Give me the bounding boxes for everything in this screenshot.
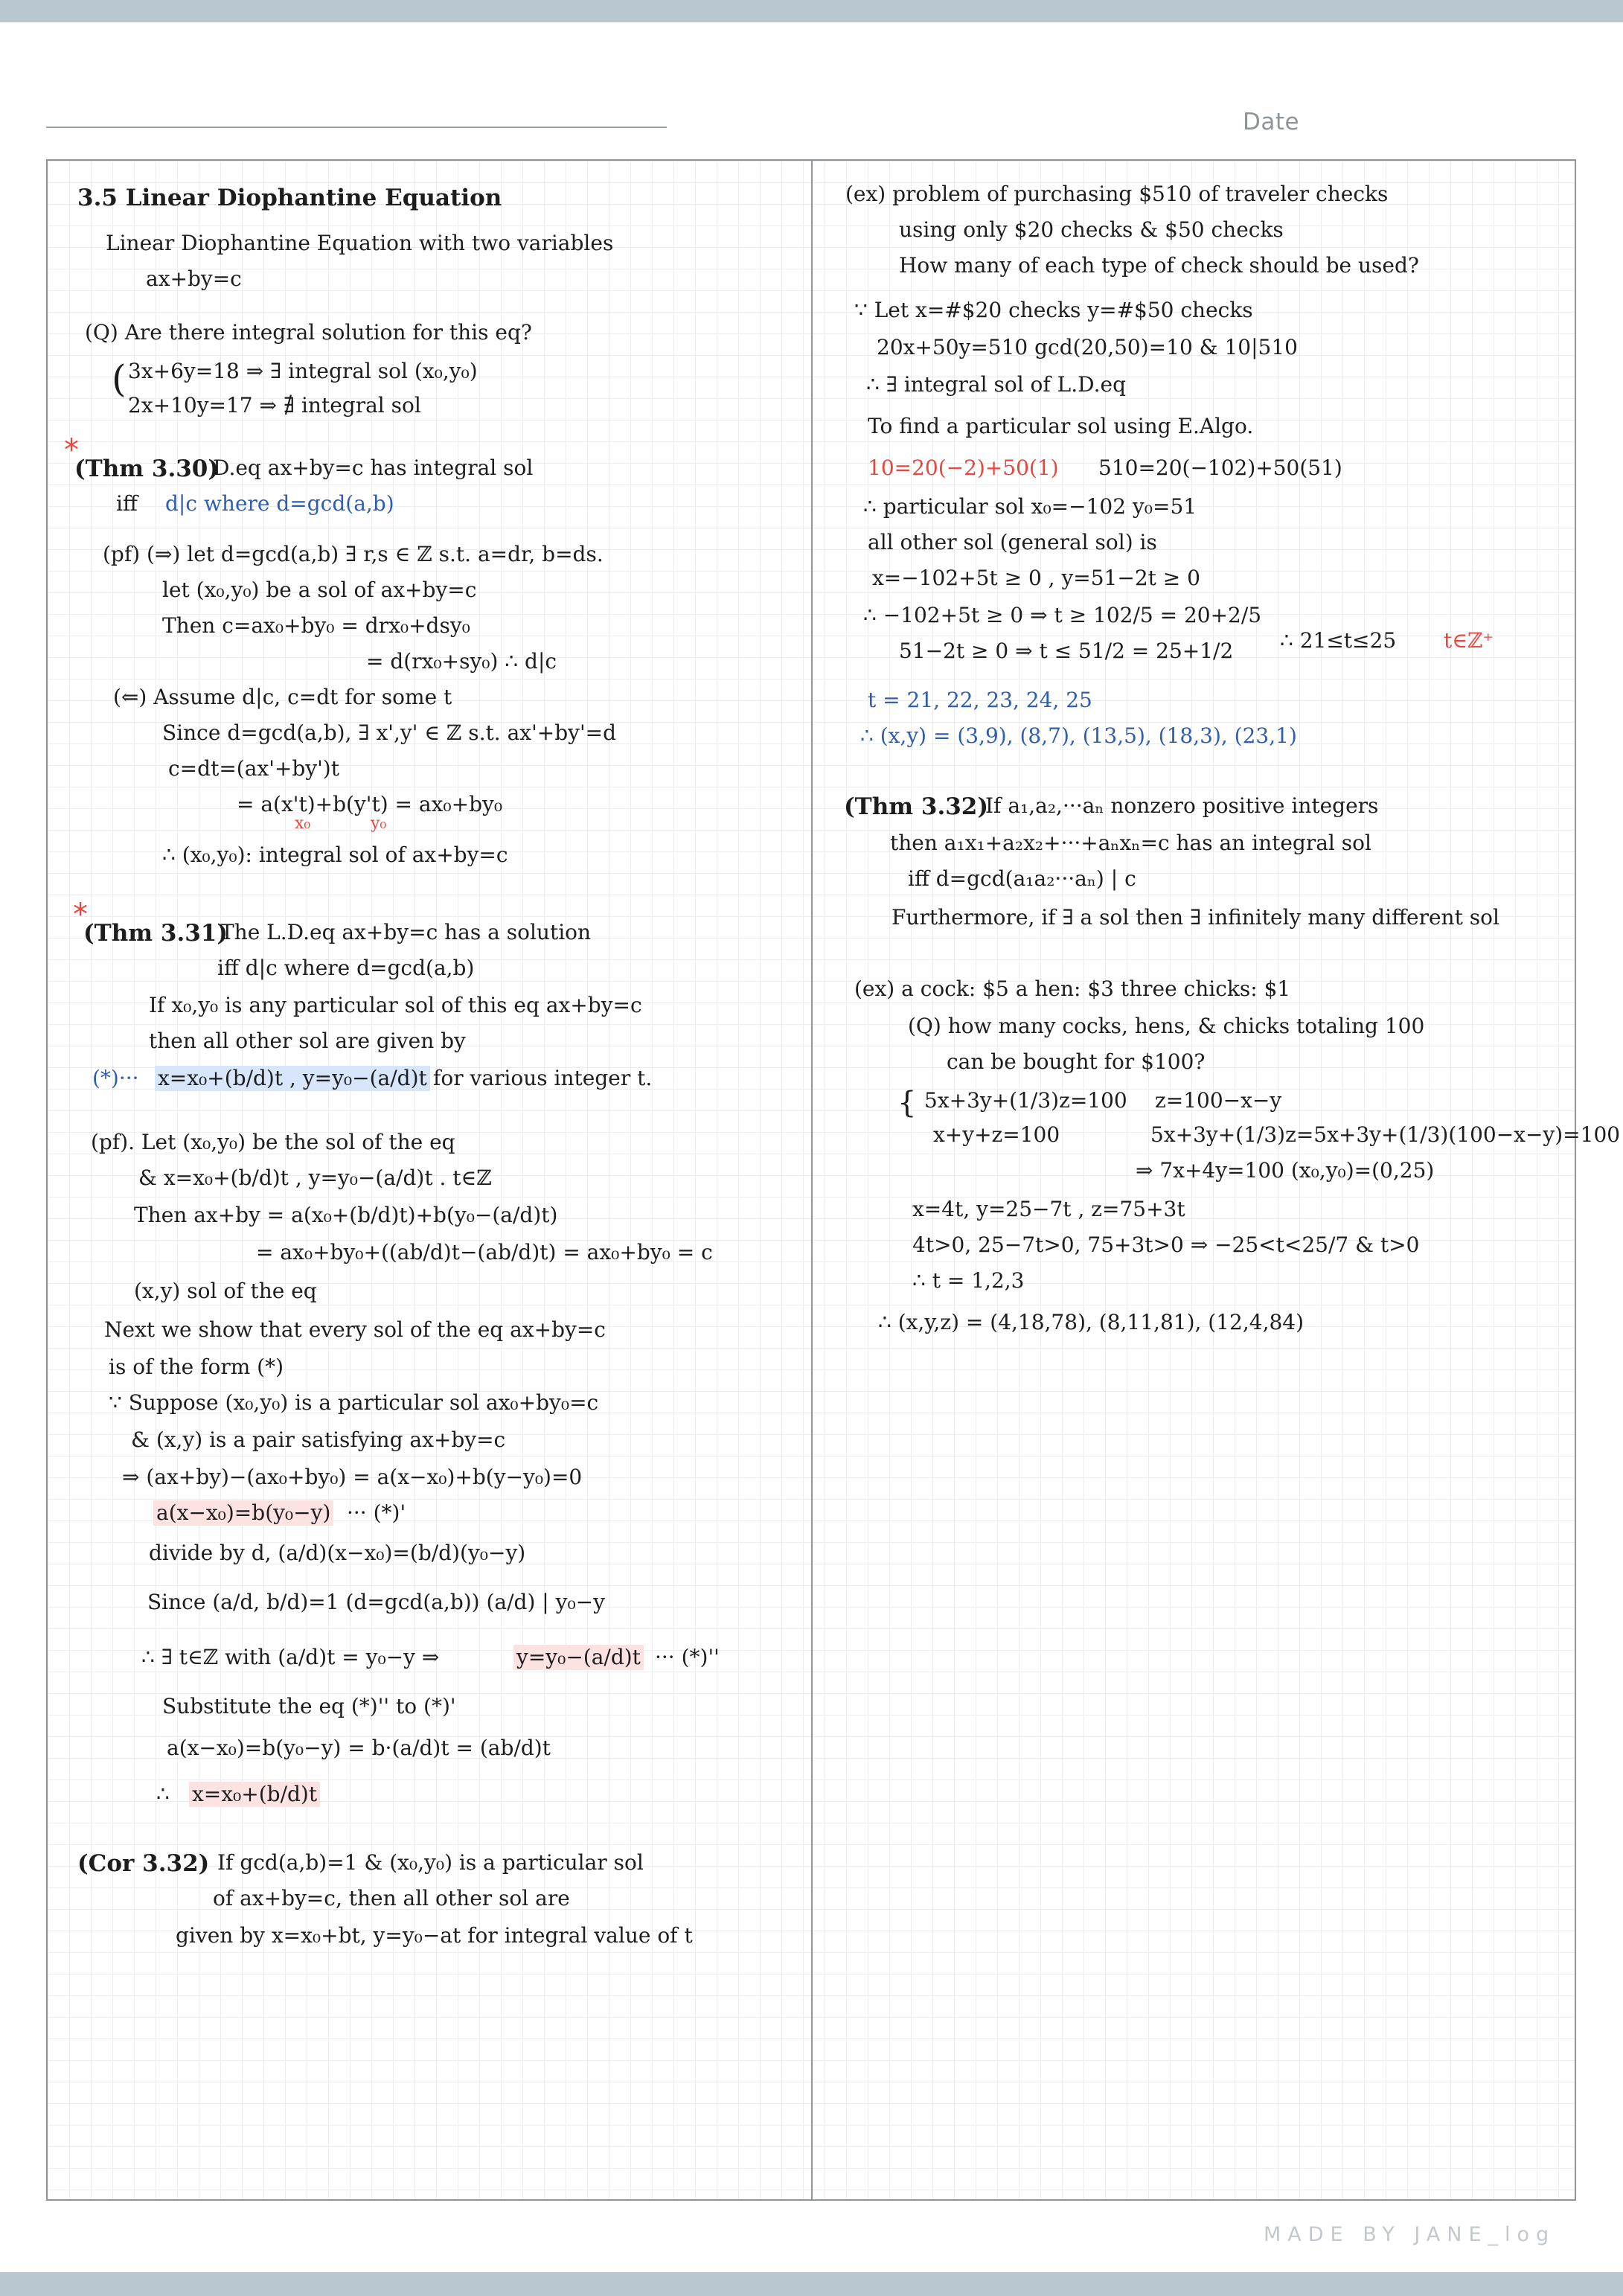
ex1-line-2: using only $20 checks & $50 checks xyxy=(899,217,1284,242)
ex1-line-4: ∵ Let x=#$20 checks y=#$50 checks xyxy=(854,298,1253,322)
proof2-line-7: is of the form (*) xyxy=(109,1355,284,1379)
proof2-line-16: a(x−x₀)=b(y₀−y) = b·(a/d)t = (ab/d)t xyxy=(167,1736,551,1760)
thm330-condition: d|c where d=gcd(a,b) xyxy=(165,491,394,516)
asterisk-icon: * xyxy=(73,898,88,932)
proof2-line-5: (x,y) sol of the eq xyxy=(134,1279,317,1303)
proof2-line-17: x=x₀+(b/d)t xyxy=(189,1782,320,1807)
proof2-line-3: Then ax+by = a(x₀+(b/d)t)+b(y₀−(a/d)t) xyxy=(134,1203,558,1227)
ex1-line-1: (ex) problem of purchasing $510 of traveler checks xyxy=(845,182,1389,206)
cor332-line-2: of ax+by=c, then all other sol are xyxy=(213,1886,570,1910)
ex1-line-12: ∴ −102+5t ≥ 0 ⇒ t ≥ 102/5 = 20+2/5 xyxy=(863,603,1262,627)
proof2-line-15: Substitute the eq (*)'' to (*)' xyxy=(162,1694,456,1718)
thm332-line-4: Furthermore, if ∃ a sol then ∃ infinitely many different sol xyxy=(891,905,1499,930)
proof2-line-14: ∴ ∃ t∈ℤ with (a/d)t = y₀−y ⇒ xyxy=(141,1645,440,1669)
question-text: (Q) Are there integral solution for this eq? xyxy=(85,320,532,345)
thm332-line-1: If a₁,a₂,···aₙ nonzero positive integers xyxy=(985,793,1379,818)
proof-line-2: let (x₀,y₀) be a sol of ax+by=c xyxy=(162,578,477,602)
proof2-line-2: & x=x₀+(b/d)t , y=y₀−(a/d)t . t∈ℤ xyxy=(138,1165,492,1190)
proof-line-1: (pf) (⇒) let d=gcd(a,b) ∃ r,s ∈ ℤ s.t. a=dr, b=ds. xyxy=(103,542,604,566)
ex1-line-9: ∴ particular sol x₀=−102 y₀=51 xyxy=(863,494,1197,519)
proof2-line-13: Since (a/d, b/d)=1 (d=gcd(a,b)) (a/d) | y₀−y xyxy=(147,1590,605,1614)
thm331-line-3: If x₀,y₀ is any particular sol of this eq ax+by=c xyxy=(149,993,642,1017)
header-rule xyxy=(46,127,667,128)
ex2-substitution-2: 5x+3y+(1/3)z=5x+3y+(1/3)(100−x−y)=100 xyxy=(1150,1122,1621,1147)
ex1-line-6: ∴ ∃ integral sol of L.D.eq xyxy=(866,372,1127,397)
ex1-line-5: 20x+50y=510 gcd(20,50)=10 & 10|510 xyxy=(877,335,1298,359)
cor332-line-3: given by x=x₀+bt, y=y₀−at for integral value of t xyxy=(176,1923,693,1948)
proof2-line-14-highlight: y=y₀−(a/d)t xyxy=(513,1645,644,1670)
proof2-line-9: & (x,y) is a pair satisfying ax+by=c xyxy=(131,1427,506,1452)
ex2-line-2: (Q) how many cocks, hens, & chicks totaling 100 xyxy=(908,1014,1425,1038)
star-form-tail: for various integer t. xyxy=(433,1066,653,1090)
ex1-line-7: To find a particular sol using E.Algo. xyxy=(868,414,1254,438)
ex1-solutions: ∴ (x,y) = (3,9), (8,7), (13,5), (18,3), (23,1) xyxy=(860,723,1297,748)
proof2-line-14-tag: ··· (*)'' xyxy=(655,1645,720,1669)
proof2-line-8: ∵ Suppose (x₀,y₀) is a particular sol ax₀+by₀=c xyxy=(109,1390,599,1415)
ex2-bounds: 4t>0, 25−7t>0, 75+3t>0 ⇒ −25<t<25/7 & t>0 xyxy=(912,1232,1420,1257)
intro-equation: ax+by=c xyxy=(146,266,242,291)
ex2-reduced: ⇒ 7x+4y=100 (x₀,y₀)=(0,25) xyxy=(1136,1158,1435,1183)
proof-line-4: = d(rx₀+sy₀) ∴ d|c xyxy=(366,649,557,674)
proof2-line-6: Next we show that every sol of the eq ax+by=c xyxy=(104,1317,606,1342)
column-divider xyxy=(811,159,813,2201)
top-bar xyxy=(0,0,1623,22)
thm332-line-2: then a₁x₁+a₂x₂+···+aₙxₙ=c has an integral sol xyxy=(890,831,1371,855)
proof-line-7: c=dt=(ax'+by')t xyxy=(168,756,339,781)
proof2-line-10: ⇒ (ax+by)−(ax₀+by₀) = a(x−x₀)+b(y−y₀)=0 xyxy=(122,1465,583,1489)
cor332-line-1: If gcd(a,b)=1 & (x₀,y₀) is a particular sol xyxy=(217,1850,644,1875)
ex1-line-10: all other sol (general sol) is xyxy=(868,530,1157,554)
proof2-line-4: = ax₀+by₀+((ab/d)t−(ab/d)t) = ax₀+by₀ = c xyxy=(256,1240,713,1264)
proof2-line-11: a(x−x₀)=b(y₀−y) xyxy=(153,1500,333,1526)
ex1-range: ∴ 21≤t≤25 xyxy=(1280,628,1397,653)
proof-line-3: Then c=ax₀+by₀ = drx₀+dsy₀ xyxy=(162,613,470,638)
thm332-line-3: iff d=gcd(a₁a₂···aₙ) | c xyxy=(908,866,1136,891)
proof2-line-11-tag: ··· (*)' xyxy=(347,1500,406,1525)
proof-line-6: Since d=gcd(a,b), ∃ x',y' ∈ ℤ s.t. ax'+by'=d xyxy=(162,720,617,745)
ex1-line-8: 510=20(−102)+50(51) xyxy=(1098,455,1342,480)
date-label: Date xyxy=(1243,109,1300,135)
ex1-line-11: x=−102+5t ≥ 0 , y=51−2t ≥ 0 xyxy=(872,566,1200,590)
question-example-1: 3x+6y=18 ⇒ ∃ integral sol (x₀,y₀) xyxy=(128,359,478,383)
ex1-range-domain: t∈ℤ⁺ xyxy=(1444,628,1494,653)
thm331-line-4: then all other sol are given by xyxy=(149,1029,466,1053)
thm331-statement: The L.D.eq ax+by=c has a solution xyxy=(220,920,592,944)
footer-credit: MADE BY JANE_log xyxy=(1264,2223,1556,2246)
asterisk-icon: * xyxy=(64,433,79,467)
proof2-line-17-prefix: ∴ xyxy=(156,1782,170,1806)
ex2-substitution-1: z=100−x−y xyxy=(1155,1088,1282,1113)
proof-line-9: ∴ (x₀,y₀): integral sol of ax+by=c xyxy=(162,842,508,867)
ex2-general: x=4t, y=25−7t , z=75+3t xyxy=(912,1197,1185,1221)
proof-line-8: = a(x't)+b(y't) = ax₀+by₀ xyxy=(237,792,503,816)
intro-text: Linear Diophantine Equation with two variables xyxy=(106,231,614,255)
ex1-euclid-step: 10=20(−2)+50(1) xyxy=(868,455,1059,480)
ex2-line-3: can be bought for $100? xyxy=(947,1049,1206,1074)
thm330-statement: D.eq ax+by=c has integral sol xyxy=(213,455,534,480)
proof-note-y0: y₀ xyxy=(371,814,387,833)
ex2-line-1: (ex) a cock: $5 a hen: $3 three chicks: $1 xyxy=(854,976,1291,1001)
thm332-label: (Thm 3.32) xyxy=(844,793,989,820)
cor332-label: (Cor 3.32) xyxy=(77,1850,210,1877)
proof-line-5: (⇐) Assume d|c, c=dt for some t xyxy=(113,685,452,709)
thm331-label: (Thm 3.31) xyxy=(83,920,228,947)
thm331-iff: iff d|c where d=gcd(a,b) xyxy=(217,956,475,980)
ex1-line-13: 51−2t ≥ 0 ⇒ t ≤ 51/2 = 25+1/2 xyxy=(899,639,1234,663)
ex2-t-values: ∴ t = 1,2,3 xyxy=(912,1268,1025,1293)
thm330-iff: iff xyxy=(116,491,138,516)
proof2-line-1: (pf). Let (x₀,y₀) be the sol of the eq xyxy=(91,1130,455,1154)
proof-note-x0: x₀ xyxy=(295,814,311,833)
ex1-t-values: t = 21, 22, 23, 24, 25 xyxy=(868,688,1092,712)
star-form-label: (*)··· xyxy=(92,1066,139,1090)
ex2-solutions: ∴ (x,y,z) = (4,18,78), (8,11,81), (12,4,84) xyxy=(878,1310,1305,1334)
ex2-system-2: x+y+z=100 xyxy=(933,1122,1060,1147)
star-form-equation: x=x₀+(b/d)t , y=y₀−(a/d)t xyxy=(155,1066,430,1091)
brace-mark: ( xyxy=(112,357,127,400)
ex2-system-1: 5x+3y+(1/3)z=100 xyxy=(924,1088,1127,1113)
thm330-label: (Thm 3.30) xyxy=(74,455,220,482)
brace-mark: { xyxy=(897,1086,917,1120)
section-title: 3.5 Linear Diophantine Equation xyxy=(77,185,502,211)
ex1-line-3: How many of each type of check should be used? xyxy=(899,253,1419,278)
bottom-bar xyxy=(0,2272,1623,2296)
proof2-line-12: divide by d, (a/d)(x−x₀)=(b/d)(y₀−y) xyxy=(149,1541,526,1565)
question-example-2: 2x+10y=17 ⇒ ∄ integral sol xyxy=(128,393,421,418)
